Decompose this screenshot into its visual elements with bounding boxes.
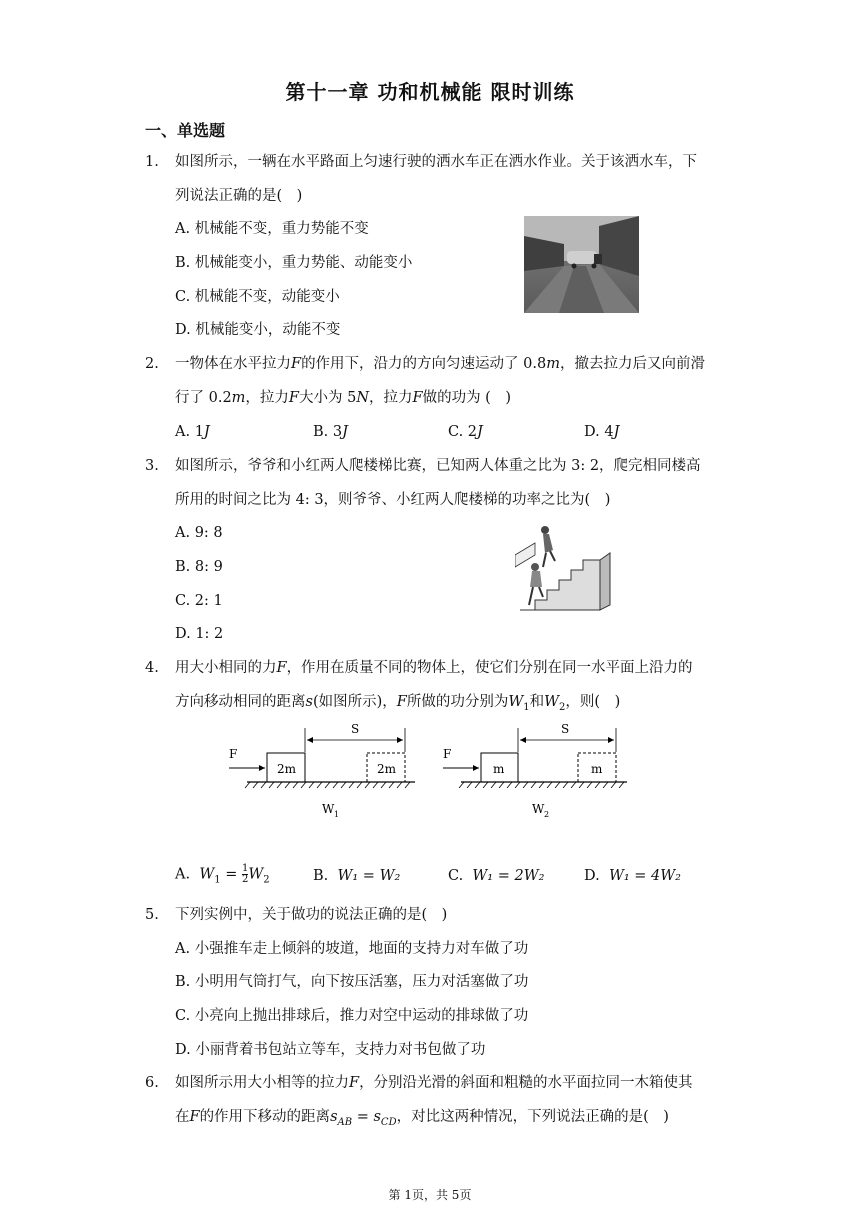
question-6-number: 6.	[145, 1075, 159, 1091]
work-label-w1: W	[322, 802, 335, 816]
mass-label-right-moved: m	[591, 762, 603, 776]
question-5-number: 5.	[145, 907, 159, 923]
question-4-number: 4.	[145, 660, 159, 676]
question-1-option-a: A. 机械能不变，重力势能不变	[175, 221, 369, 237]
question-5-option-b: B. 小明用气筒打气，向下按压活塞，压力对活塞做了功	[175, 974, 529, 990]
question-6-line-1: 如图所示用大小相等的拉力F，分别沿光滑的斜面和粗糙的水平面拉同一木箱使其	[175, 1075, 693, 1091]
question-3-line-1: 如图所示，爷爷和小红两人爬楼梯比赛，已知两人体重之比为 3: 2，爬完相同楼高	[175, 458, 701, 474]
question-1-line-1: 如图所示，一辆在水平路面上匀速行驶的洒水车正在洒水作业。关于该洒水车，下	[175, 154, 697, 170]
question-5-option-c: C. 小亮向上抛出排球后，推力对空中运动的排球做了功	[175, 1008, 529, 1024]
question-5-option-a: A. 小强推车走上倾斜的坡道，地面的支持力对车做了功	[175, 941, 529, 957]
question-3-option-d: D. 1: 2	[175, 626, 224, 642]
page-footer: 第 1页，共 5页	[388, 1188, 472, 1202]
question-4-option-c: C. W₁ = 2W₂	[448, 868, 545, 884]
question-3-option-c: C. 2: 1	[175, 593, 223, 609]
question-1-option-b: B. 机械能变小，重力势能、动能变小	[175, 255, 413, 271]
question-4-line-2: 方向移动相同的距离s(如图所示)，F所做的功分别为$W_1$和$W_2$，则( )	[175, 694, 621, 713]
question-6-line-2: 在F的作用下移动的距离$s_{AB} = s_{CD}$，对比这两种情况，下列说法正确的是( )	[175, 1109, 669, 1128]
question-1-line-2: 列说法正确的是( )	[175, 188, 303, 204]
question-2-option-c: C. 2J	[448, 424, 483, 440]
work-comparison-diagram	[225, 718, 635, 828]
question-1-option-d: D. 机械能变小，动能不变	[175, 322, 341, 338]
question-2-line-1: 一物体在水平拉力F的作用下，沿力的方向匀速运动了 0.8m，撤去拉力后又向前滑	[175, 356, 705, 372]
question-2-number: 2.	[145, 356, 159, 372]
staircase-illustration	[515, 525, 615, 615]
question-2-option-d: D. 4J	[584, 424, 620, 440]
question-3-number: 3.	[145, 458, 159, 474]
work-label-w2: W	[532, 802, 545, 816]
question-3-option-b: B. 8: 9	[175, 559, 223, 575]
question-3-line-2: 所用的时间之比为 4: 3，则爷爷、小红两人爬楼梯的功率之比为( )	[175, 492, 611, 508]
question-5-line-1: 下列实例中，关于做功的说法正确的是( )	[175, 907, 448, 923]
question-4-option-b: B. W₁ = W₂	[313, 868, 401, 884]
mass-label-right: m	[493, 762, 505, 776]
question-2-option-a: A. 1J	[175, 424, 210, 440]
question-4-option-d: D. W₁ = 4W₂	[584, 868, 681, 884]
question-2-line-2: 行了 0.2m，拉力F大小为 5N，拉力F做的功为 ( )	[175, 390, 512, 406]
force-label-left: F	[229, 747, 238, 761]
question-4-line-1: 用大小相同的力F，作用在质量不同的物体上，使它们分别在同一水平面上沿力的	[175, 660, 693, 676]
question-4-option-a: A. $W_1$ = $\frac{1}{2}$ $W_2$	[175, 863, 270, 886]
sprinkler-truck-photo	[524, 216, 639, 313]
mass-label-left-moved: 2m	[377, 762, 397, 776]
question-1-option-c: C. 机械能不变，动能变小	[175, 289, 340, 305]
distance-label-left: S	[351, 722, 360, 736]
work-label-w2-sub: 2	[544, 810, 550, 819]
question-2-option-b: B. 3J	[313, 424, 348, 440]
question-5-option-d: D. 小丽背着书包站立等车，支持力对书包做了功	[175, 1042, 486, 1058]
section-heading: 一、单选题	[145, 121, 226, 140]
page-title: 第十一章 功和机械能 限时训练	[285, 80, 575, 104]
question-3-option-a: A. 9: 8	[175, 525, 223, 541]
mass-label-left: 2m	[277, 762, 297, 776]
question-1-number: 1.	[145, 154, 159, 170]
force-label-right: F	[443, 747, 452, 761]
distance-label-right: S	[561, 722, 570, 736]
work-label-w1-sub: 1	[334, 810, 340, 819]
